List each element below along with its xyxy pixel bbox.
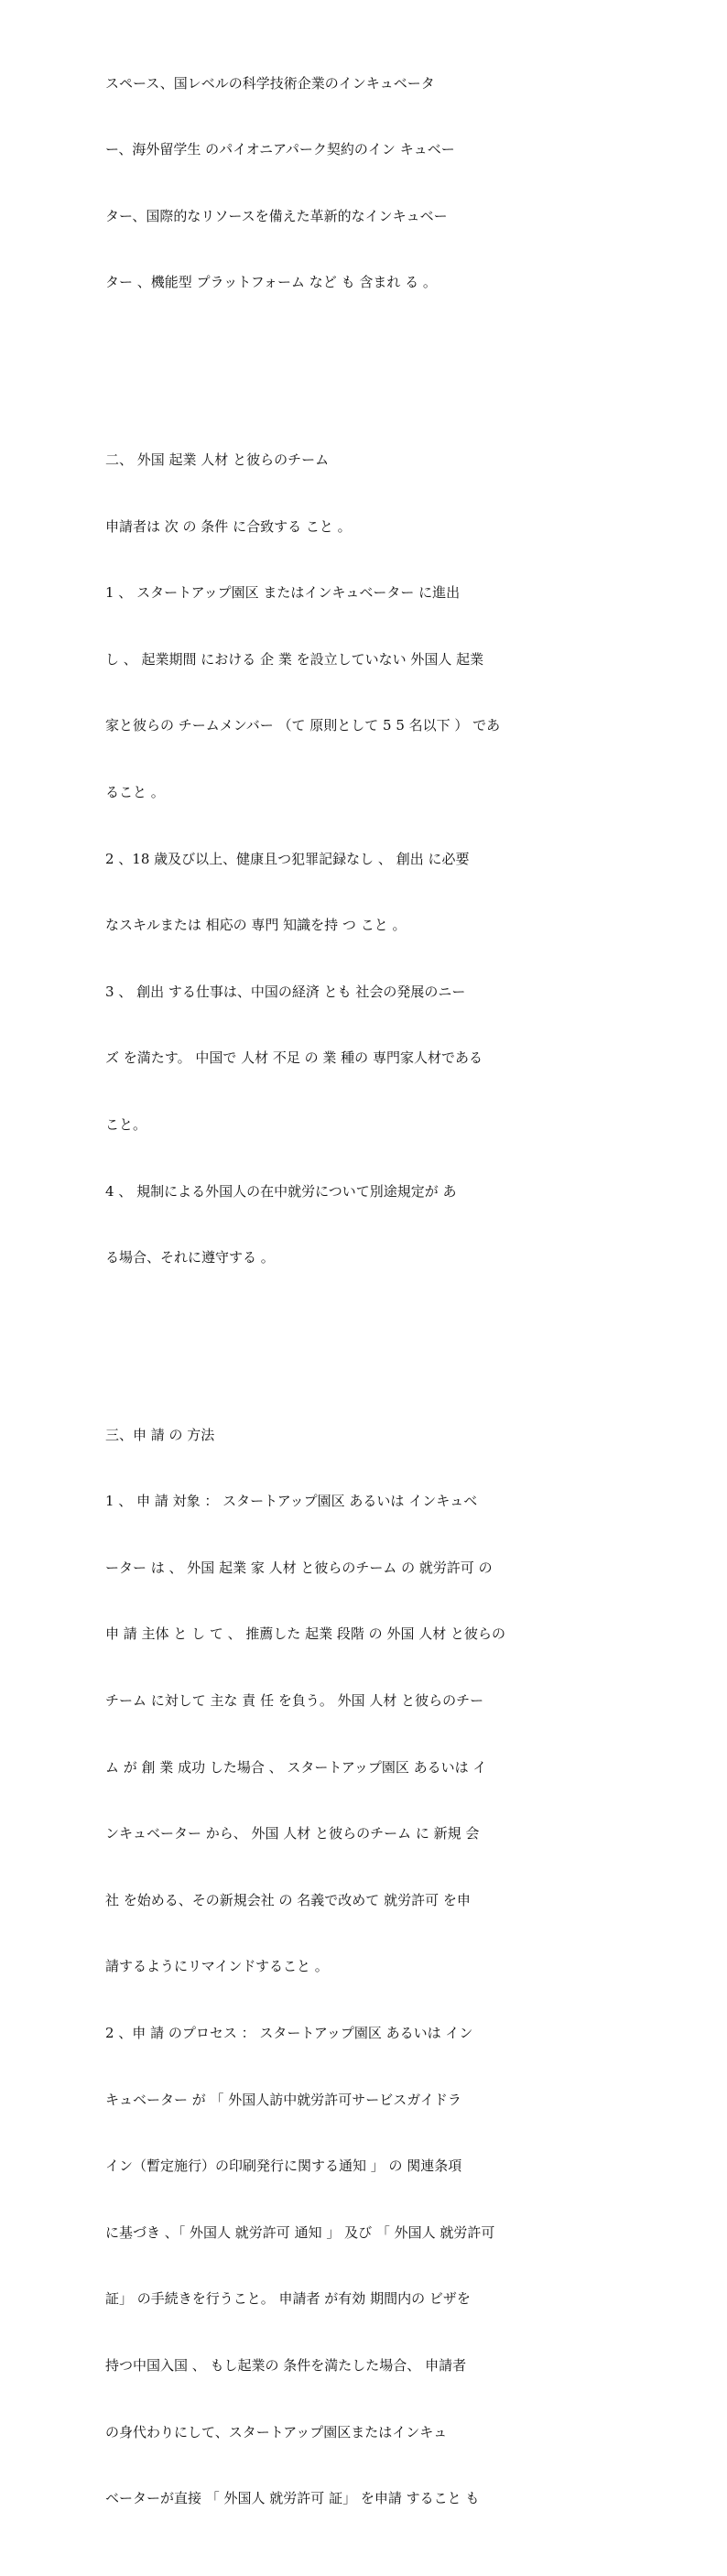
- section-three-line: 申 請 主体 と し て 、 推薦した 起業 段階 の 外国 人材 と彼らの: [105, 1625, 505, 1643]
- section-two-line: 申請者は 次 の 条件 に合致する こと 。: [105, 517, 352, 535]
- intro-line: ター 、機能型 プラットフォーム など も 含まれ る 。: [105, 274, 437, 291]
- section-two-line: 4 、 規制による外国人の在中就労について別途規定が あ: [105, 1182, 457, 1200]
- section-three-line: 請するようにリマインドすること 。: [105, 1958, 329, 1975]
- section-two-line: なスキルまたは 相応の 専門 知識を持 つ こと 。: [105, 917, 407, 934]
- document-body: [105, 5, 710, 2576]
- section-three-line: に基づき 、「 外国人 就労許可 通知 」 及び 「 外国人 就労許可: [105, 2223, 495, 2241]
- section-three-line: 社 を始める、その新規会社 の 名義で改めて 就労許可 を申: [105, 1891, 471, 1908]
- section-three-line: イン（暫定施行）の印刷発行に関する通知 」 の 関連条項: [105, 2158, 462, 2175]
- section-three-line: ム が 創 業 成功 した場合 、 スタートアップ園区 あるいは イ: [105, 1758, 487, 1776]
- section-three-heading: 三、申 請 の 方法: [105, 1426, 215, 1443]
- section-three-line: 1 、 申 請 対象 ： スタートアップ園区 あるいは インキュベ: [105, 1493, 478, 1510]
- section-two-line: 2 、18 歳及び以上、健康且つ犯罪記録なし 、 創出 に必要: [105, 850, 470, 867]
- paragraph-spacer: [105, 1335, 710, 1357]
- section-three-line: 証」 の手続きを行うこと。 申請者 が有効 期間内の ビザを: [105, 2290, 471, 2308]
- section-two-line: こと。: [105, 1115, 147, 1133]
- paragraph-spacer: [105, 360, 710, 382]
- section-two-line: る場合、それに遵守する 。: [105, 1249, 275, 1266]
- section-two-line: し 、 起業期間 における 企 業 を設立していない 外国人 起業: [105, 650, 484, 668]
- section-three-line: 2 、申 請 のプロセス ： スタートアップ園区 あるいは イン: [105, 2025, 473, 2042]
- section-three-line: ベーターが直接 「 外国人 就労許可 証」 を申請 すること も: [105, 2490, 480, 2507]
- section-three-line: ンキュベーター から、 外国 人材 と彼らのチーム に 新規 会: [105, 1825, 480, 1842]
- section-three-line: キュベーター が 「 外国人訪中就労許可サービスガイドラ: [105, 2091, 461, 2108]
- section-three-line: チーム に対して 主な 責 任 を負う。 外国 人材 と彼らのチー: [105, 1692, 484, 1710]
- section-two-line: ること 。: [105, 783, 165, 800]
- section-two-line: 1 、 スタートアップ園区 またはインキュベーター に進出: [105, 584, 461, 602]
- section-two-line: 3 、 創出 する仕事は、中国の経済 とも 社会の発展のニー: [105, 983, 466, 1000]
- section-three-line: 持つ中国入国 、 もし起業の 条件を満たした場合、 申請者: [105, 2357, 467, 2375]
- intro-line: ー、海外留学生 のパイオニアパーク契約のイン キュベー: [105, 141, 455, 158]
- intro-line: ター、国際的なリソースを備えた革新的なインキュベー: [105, 207, 448, 224]
- section-two-line: 家と彼らの チームメンバー （て 原則として 5 5 名以下 ） であ: [105, 717, 501, 734]
- intro-line: スペース、国レベルの科学技術企業のインキュベータ: [105, 74, 435, 92]
- section-three-line: ーター は 、 外国 起業 家 人材 と彼らのチーム の 就労許可 の: [105, 1559, 493, 1576]
- section-two-heading: 二、 外国 起業 人材 と彼らのチーム: [105, 451, 330, 468]
- section-two-line: ズ を満たす。 中国で 人材 不足 の 業 種の 専門家人材である: [105, 1049, 483, 1067]
- section-three-line: の身代わりにして、スタートアップ園区またはインキュ: [105, 2423, 448, 2440]
